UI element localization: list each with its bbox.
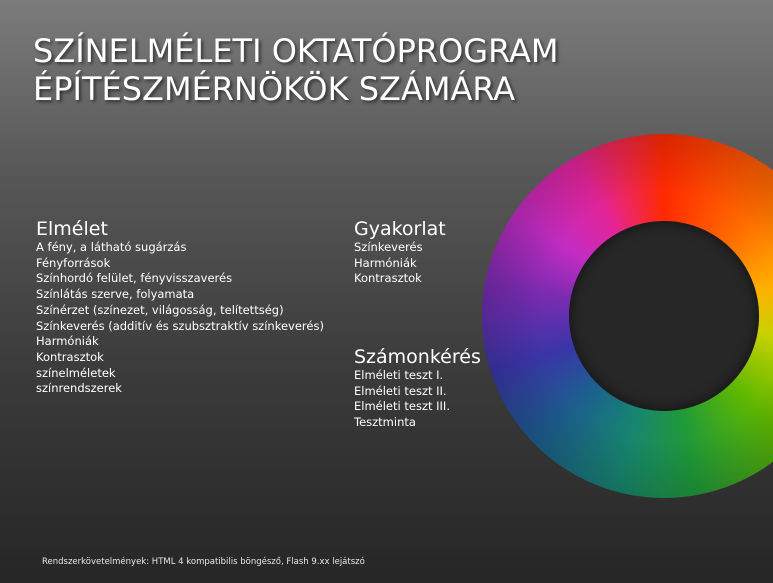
page-title-line-2: ÉPÍTÉSZMÉRNÖKÖK SZÁMÁRA (33, 70, 516, 108)
menu-item-szinlatas[interactable]: Színlátás szerve, folyamata (36, 287, 195, 302)
section-szamonkeres (354, 346, 481, 431)
section-heading-gyakorlat: Gyakorlat (354, 218, 446, 240)
section-gyakorlat (354, 218, 446, 287)
menu-item-harmoniak-elmelet[interactable]: Harmóniák (36, 334, 99, 349)
menu-item-szinhordo-felulet[interactable]: Színhordó felület, fényvisszaverés (36, 271, 233, 286)
menu-item-feny[interactable]: A fény, a látható sugárzás (36, 240, 187, 254)
menu-item-tesztminta[interactable]: Tesztminta (354, 415, 416, 430)
page-title-line-1: SZÍNELMÉLETI OKTATÓPROGRAM (33, 32, 559, 70)
menu-item-szinrendszerek[interactable]: színrendszerek (36, 381, 122, 396)
menu-item-fenyforrasok[interactable]: Fényforrások (36, 255, 111, 270)
menu-list-elmelet (36, 240, 324, 397)
menu-list-gyakorlat (354, 240, 446, 287)
menu-item-szinelmeletek[interactable]: színelméletek (36, 365, 116, 380)
menu-item-teszt-1[interactable]: Elméleti teszt I. (354, 368, 444, 382)
menu-item-teszt-2[interactable]: Elméleti teszt II. (354, 383, 447, 398)
menu-item-teszt-3[interactable]: Elméleti teszt III. (354, 399, 450, 414)
menu-item-kontrasztok-elmelet[interactable]: Kontrasztok (36, 349, 104, 364)
section-heading-elmelet: Elmélet (36, 218, 108, 240)
menu-item-szinerzet[interactable]: Színérzet (színezet, világosság, telítettség) (36, 302, 284, 317)
menu-item-kontrasztok-gyakorlat[interactable]: Kontrasztok (354, 271, 422, 286)
color-wheel-center (569, 221, 759, 411)
menu-list-szamonkeres (354, 368, 481, 431)
menu-item-szinkeveres-gyakorlat[interactable]: Színkeverés (354, 240, 423, 254)
menu-item-szinkeveres-elmelet[interactable]: Színkeverés (additív és szubsztraktív színkeverés) (36, 318, 324, 333)
section-heading-szamonkeres: Számonkérés (354, 346, 481, 368)
menu-item-harmoniak-gyakorlat[interactable]: Harmóniák (354, 255, 417, 270)
page-title (33, 32, 559, 108)
system-requirements: Rendszerkövetelmények: HTML 4 kompatibilis böngésző, Flash 9.xx lejátszó (42, 557, 365, 567)
section-elmelet (36, 218, 324, 397)
